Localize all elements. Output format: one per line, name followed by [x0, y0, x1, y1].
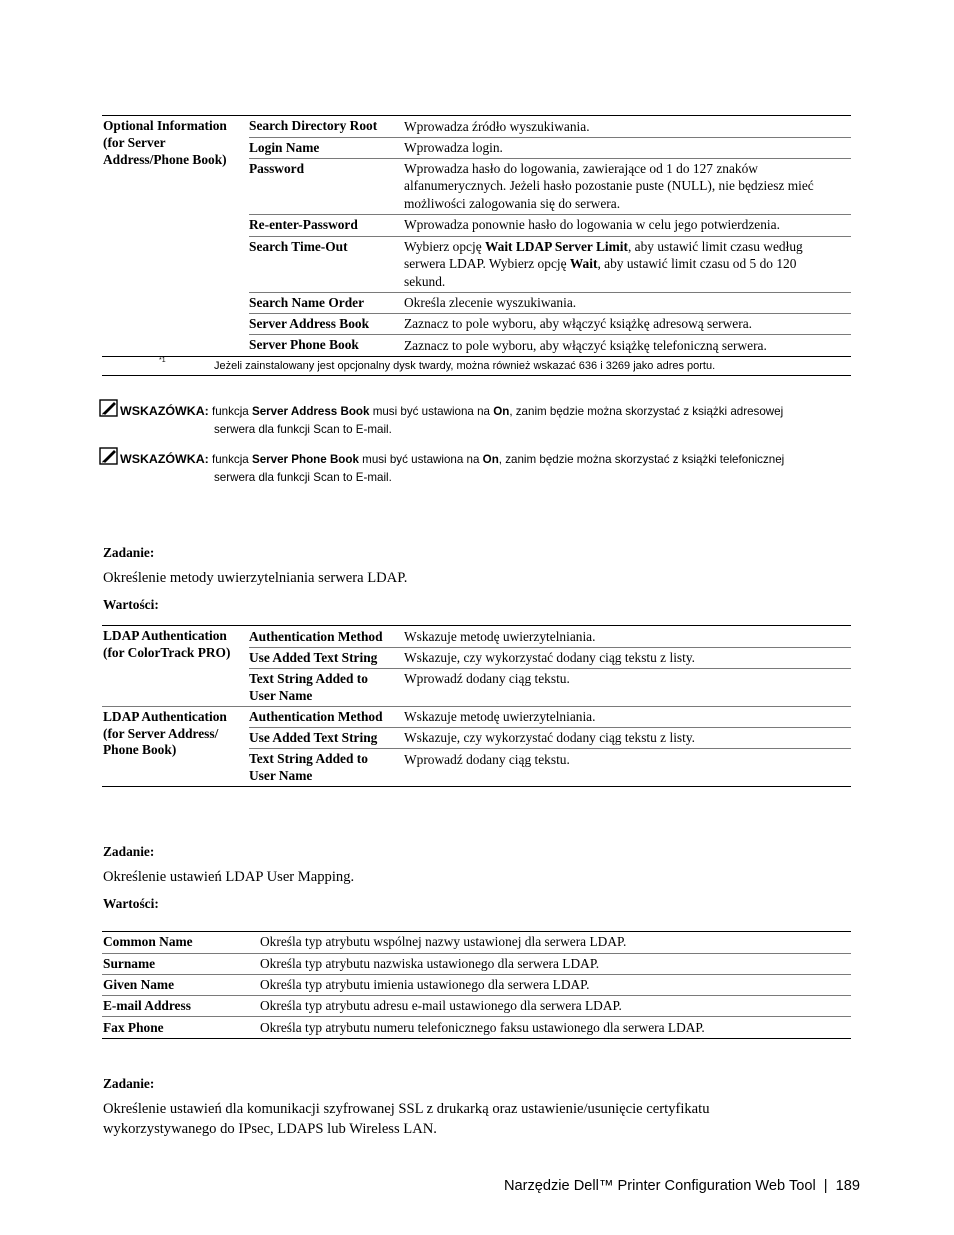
row-desc-line: możliwości zalogowania się do serwera. — [404, 196, 621, 211]
note-pencil-icon — [99, 447, 119, 465]
row-desc-line: alfanumerycznych. Jeżeli hasło pozostanie puste (NULL), nie będziesz mieć — [404, 178, 814, 193]
row-desc: Wprowadź dodany ciąg tekstu. — [404, 752, 570, 767]
note-line-2: serwera dla funkcji Scan to E-mail. — [214, 471, 392, 484]
row-key: Password — [249, 161, 305, 176]
row-desc: Zaznacz to pole wyboru, aby włączyć książkę telefoniczną serwera. — [404, 338, 767, 353]
row-desc: Wprowadza login. — [404, 140, 503, 155]
row-desc: Określa typ atrybutu adresu e-mail ustawionego dla serwera LDAP. — [260, 998, 622, 1013]
row-key: Use Added Text String — [249, 650, 378, 665]
page-footer — [504, 1176, 860, 1196]
row-divider — [249, 668, 851, 669]
row-divider — [249, 647, 851, 648]
table-footnote-rule — [102, 356, 851, 357]
row-divider — [249, 292, 851, 293]
row-key: Re-enter-Password — [249, 217, 358, 232]
values-label: Wartości: — [103, 597, 159, 612]
group-label-line: (for ColorTrack PRO) — [103, 645, 231, 660]
task-label: Zadanie: — [103, 545, 155, 560]
table-top-rule — [102, 115, 851, 116]
row-divider — [102, 995, 851, 996]
group-label-optional-information: Optional Information (for Server Address/Phone Book) — [103, 118, 227, 167]
row-key-line: Text String Added to — [249, 751, 368, 766]
row-desc-line: Wybierz opcję Wait LDAP Server Limit, aby ustawić limit czasu według — [404, 239, 803, 254]
row-divider — [249, 158, 851, 159]
row-divider — [249, 748, 851, 749]
row-desc: Określa zlecenie wyszukiwania. — [404, 295, 577, 310]
table-top-rule — [102, 625, 851, 626]
row-desc: Określa typ atrybutu nazwiska ustawionego dla serwera LDAP. — [260, 956, 600, 971]
row-desc: Wskazuje metodę uwierzytelniania. — [404, 629, 596, 644]
row-key: Login Name — [249, 140, 320, 155]
row-desc: Wskazuje, czy wykorzystać dodany ciąg tekstu z listy. — [404, 730, 696, 745]
row-key: Given Name — [103, 977, 175, 992]
note-line-2: serwera dla funkcji Scan to E-mail. — [214, 423, 392, 436]
group-label-line: LDAP Authentication — [103, 709, 227, 724]
row-key: Search Time-Out — [249, 239, 348, 254]
row-desc: Zaznacz to pole wyboru, aby włączyć książkę adresową serwera. — [404, 316, 752, 331]
row-divider — [102, 953, 851, 954]
task-label: Zadanie: — [103, 844, 155, 859]
table-bottom-rule — [102, 375, 851, 376]
row-key: Fax Phone — [103, 1020, 164, 1035]
footer-title: Narzędzie Dell™ Printer Configuration Web Tool — [503, 1178, 816, 1194]
task-text: Określenie ustawień LDAP User Mapping. — [103, 869, 355, 885]
row-desc: Wprowadza ponownie hasło do logowania w celu jego potwierdzenia. — [404, 217, 780, 232]
row-key: Search Directory Root — [249, 118, 378, 133]
footer-separator: | — [823, 1178, 828, 1194]
row-divider — [102, 974, 851, 975]
task-label: Zadanie: — [103, 1076, 155, 1091]
note-line-1: WSKAZÓWKA: funkcja Server Phone Book musi być ustawiona na On, zanim będzie można skorzystać z książki telefonicznej — [120, 452, 785, 466]
row-desc: Wskazuje, czy wykorzystać dodany ciąg tekstu z listy. — [404, 650, 696, 665]
row-divider — [249, 236, 851, 237]
footnote-text: Jeżeli zainstalowany jest opcjonalny dysk twardy, można również wskazać 636 i 3269 jako adres portu. — [214, 360, 716, 372]
row-key: Authentication Method — [249, 629, 383, 644]
table-bottom-rule — [102, 1038, 851, 1039]
values-label: Wartości: — [103, 896, 159, 911]
task-text-line: wykorzystywanego do IPsec, LDAPS lub Wireless LAN. — [103, 1121, 437, 1137]
task-text-line: Określenie ustawień dla komunikacji szyfrowanej SSL z drukarką oraz ustawienie/usunięcie certyfikatu — [103, 1101, 710, 1117]
group-divider — [102, 706, 851, 707]
note-line-1: WSKAZÓWKA: funkcja Server Address Book musi być ustawiona na On, zanim będzie można skorzystać z książki adresowej — [120, 404, 784, 418]
row-desc: Wprowadza źródło wyszukiwania. — [404, 119, 590, 134]
row-key: Use Added Text String — [249, 730, 378, 745]
task-text: Określenie metody uwierzytelniania serwera LDAP. — [103, 570, 408, 586]
row-divider — [249, 137, 851, 138]
row-desc: Określa typ atrybutu imienia ustawionego dla serwera LDAP. — [260, 977, 590, 992]
row-divider — [249, 727, 851, 728]
note-pencil-icon — [99, 399, 119, 417]
row-key: Authentication Method — [249, 709, 383, 724]
row-divider — [249, 214, 851, 215]
row-divider — [249, 334, 851, 335]
group-label-line: Phone Book) — [103, 742, 177, 757]
page-number: 189 — [835, 1178, 860, 1194]
row-key: Common Name — [103, 934, 193, 949]
row-desc-line: serwera LDAP. Wybierz opcję Wait, aby ustawić limit czasu od 5 do 120 — [404, 256, 797, 271]
row-key-line: User Name — [249, 768, 313, 783]
row-divider — [249, 313, 851, 314]
row-key-line: Text String Added to — [249, 671, 368, 686]
table-top-rule — [102, 931, 851, 932]
row-key-line: User Name — [249, 688, 313, 703]
row-key: E-mail Address — [103, 998, 191, 1013]
row-key: Surname — [103, 956, 156, 971]
row-desc-line: sekund. — [404, 274, 446, 289]
row-key: Server Address Book — [249, 316, 370, 331]
row-desc: Określa typ atrybutu numeru telefonicznego faksu ustawionego dla serwera LDAP. — [260, 1020, 705, 1035]
row-desc: Określa typ atrybutu wspólnej nazwy ustawionej dla serwera LDAP. — [260, 934, 627, 949]
row-key: Search Name Order — [249, 295, 365, 310]
group-label-line: LDAP Authentication — [103, 628, 227, 643]
row-desc: Wskazuje metodę uwierzytelniania. — [404, 709, 596, 724]
row-divider — [102, 1016, 851, 1017]
table-bottom-rule — [102, 786, 851, 787]
group-label-line: (for Server Address/ — [103, 726, 219, 741]
row-key: Server Phone Book — [249, 337, 359, 352]
row-desc: Wprowadź dodany ciąg tekstu. — [404, 671, 570, 686]
footnote-mark: *1 — [159, 357, 166, 364]
row-desc-line: Wprowadza hasło do logowania, zawierające od 1 do 127 znaków — [404, 161, 758, 176]
